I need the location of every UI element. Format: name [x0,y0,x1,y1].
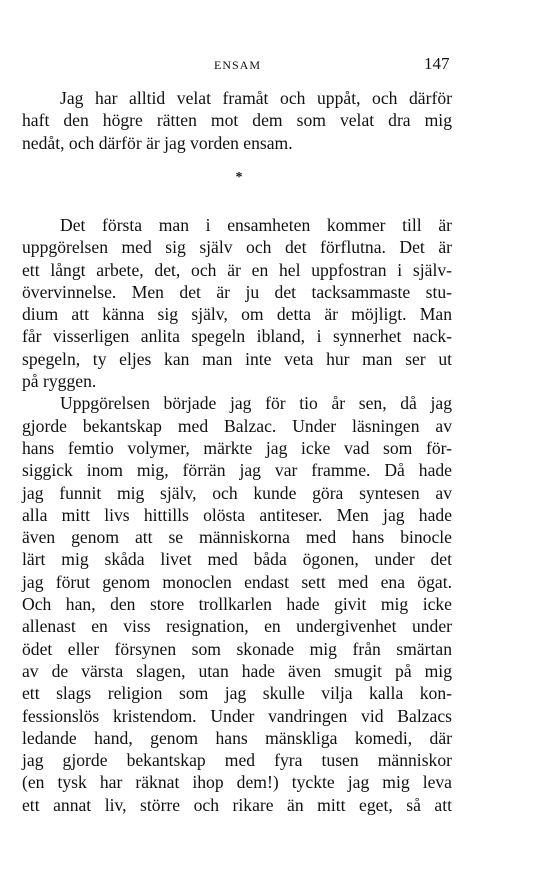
running-head-title: ENSAM [214,58,262,72]
section-separator: * [235,170,243,185]
text-line: hans femtio volymer, märkte jag icke vad som för- [22,437,452,458]
text-line: uppgörelsen med sig själv och det förflutna. Det är [22,237,452,258]
main-text [22,214,452,816]
page-number: 147 [424,54,450,73]
text-line: Och han, den store trollkarlen hade givit mig icke [22,594,452,615]
text-line: alla mitt livs hittills olösta antiteser. Men jag hade [22,504,452,525]
text-line: jag gjorde bekantskap med fyra tusen människor [22,750,452,771]
text-line: Det första man i ensamheten kommer till är [60,215,452,235]
text-line: lärt mig skåda livet med båda ögonen, under det [22,549,452,570]
text-line: gjorde bekantskap med Balzac. Under läsningen av [22,415,452,436]
text-line: även genom att se människorna med hans binocle [22,527,452,548]
text-line: ett annat liv, större och rikare än mitt eget, så att [22,794,452,815]
text-line: ledande hand, genom hans mänskliga komedi, där [22,727,452,748]
paragraph-closing [22,87,452,154]
text-line: Uppgörelsen började jag för tio år sen, då jag [60,393,452,414]
text-line: allenast en viss resignation, en undergivenhet under [22,616,452,637]
text-line: spegeln, ty eljes kan man inte veta hur man ser ut [22,348,452,369]
text-line: ett långt arbete, det, och är en hel uppfostran i själv- [22,259,452,280]
text-line: nedåt, och därför är jag vorden ensam. [22,132,293,153]
text-line: av de värsta slagen, utan hade även smugit på mig [22,660,452,681]
text-line: fessionslös kristendom. Under vandringen vid Balzacs [22,705,452,726]
text-line: ödet eller försynen som skonade mig från smärtan [22,638,452,659]
text-line: får visserligen anlita spegeln ibland, i synnerhet nack- [22,326,452,347]
text-line: övervinnelse. Men det är ju det tacksammaste stu- [22,281,452,302]
text-line: på ryggen. [22,371,97,392]
text-line: Jag har alltid velat framåt och uppåt, och därför [60,88,452,108]
text-line: siggick inom mig, förrän jag var framme. Då hade [22,460,452,481]
text-line: ett slags religion som jag skulle vilja kalla kon- [22,683,452,704]
text-line: (en tysk har räknat ihop dem!) tyckte jag mig leva [22,772,452,793]
text-line: jag funnit mig själv, och kunde göra syntesen av [22,482,452,503]
text-line: dium att känna sig själv, om detta är möjligt. Man [22,304,452,325]
text-line: haft den högre rätten mot dem som velat dra mig [22,110,452,131]
text-line: jag förut genom monoclen endast sett med ena ögat. [22,571,452,592]
